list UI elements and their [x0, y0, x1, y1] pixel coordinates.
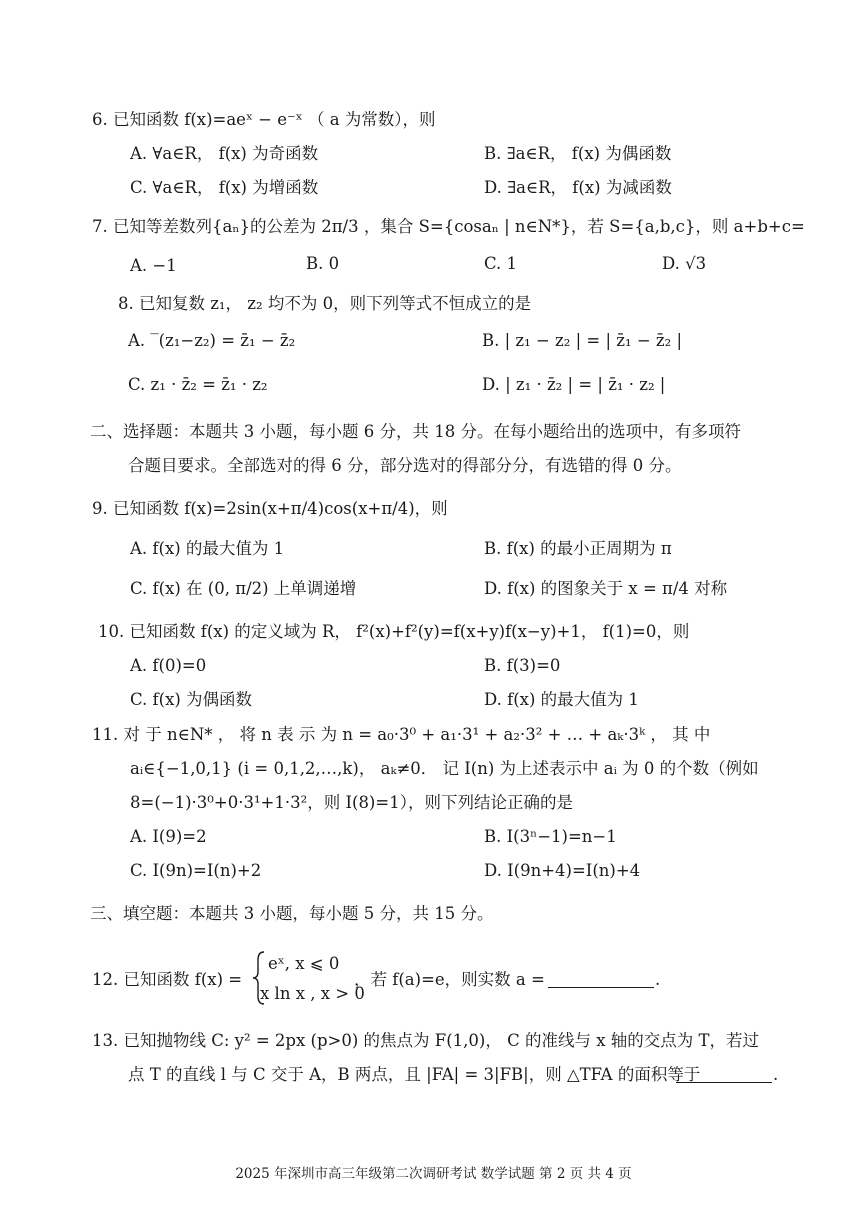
q10-option-a: A. f(0)=0	[130, 656, 207, 675]
q11-line3: 8=(−1)·3⁰+0·3¹+1·3²，则 I(8)=1），则下列结论正确的是	[130, 793, 573, 812]
q7-option-c: C. 1	[484, 254, 518, 273]
q11-option-c: C. I(9n)=I(n)+2	[130, 861, 262, 880]
q7-option-d: D. √3	[662, 254, 707, 273]
q13-end: .	[773, 1065, 779, 1084]
q11-line1: 11. 对 于 n∈N* ， 将 n 表 示 为 n = a₀·3⁰ + a₁·3¹ + a₂·3² + … + aₖ·3ᵏ ， 其 中	[92, 725, 711, 744]
q12-tail: ，若 f(a)=e，则实数 a =	[354, 970, 545, 989]
q8-option-a: A. ‾(z₁−z₂) = z̄₁ − z̄₂	[128, 331, 296, 350]
q6-stem: 6. 已知函数 f(x)=aeˣ − e⁻ˣ （ a 为常数），则	[92, 110, 436, 129]
section-2-line2: 合题目要求。全部选对的得 6 分，部分选对的得部分分，有选错的得 0 分。	[128, 456, 682, 475]
q11-line2: aᵢ∈{−1,0,1} (i = 0,1,2,…,k)， aₖ≠0． 记 I(n) 为上述表示中 aᵢ 为 0 的个数（例如	[130, 759, 759, 778]
q9-option-c: C. f(x) 在 (0, π/2) 上单调递增	[130, 579, 357, 598]
q11-option-a: A. I(9)=2	[130, 827, 207, 846]
q10-option-c: C. f(x) 为偶函数	[130, 690, 253, 709]
q9-option-b: B. f(x) 的最小正周期为 π	[484, 539, 672, 558]
q8-option-d: D. | z₁ · z̄₂ | = | z̄₁ · z₂ |	[482, 375, 666, 394]
page-footer: 2025 年深圳市高三年级第二次调研考试 数学试题 第 2 页 共 4 页	[235, 1166, 632, 1182]
q12-end: .	[655, 970, 661, 989]
q6-option-b: B. ∃a∈R， f(x) 为偶函数	[484, 144, 672, 163]
q10-option-d: D. f(x) 的最大值为 1	[484, 690, 639, 709]
section-2-line1: 二、选择题：本题共 3 小题，每小题 6 分，共 18 分。在每小题给出的选项中，有多项符	[90, 422, 741, 441]
q7-option-a: A. −1	[130, 256, 177, 275]
q12-case-2: x ln x , x > 0	[260, 984, 365, 1003]
q9-option-d: D. f(x) 的图象关于 x = π/4 对称	[484, 579, 728, 598]
q13-answer-blank[interactable]	[676, 1068, 772, 1083]
q11-option-b: B. I(3ⁿ−1)=n−1	[484, 827, 617, 846]
q6-option-d: D. ∃a∈R， f(x) 为减函数	[484, 178, 672, 197]
q8-option-b: B. | z₁ − z₂ | = | z̄₁ − z̄₂ |	[482, 331, 683, 350]
q12-answer-blank[interactable]	[548, 973, 654, 988]
q7-option-b: B. 0	[306, 254, 340, 273]
q12-case-1: eˣ, x ⩽ 0	[268, 954, 340, 973]
q6-option-a: A. ∀a∈R， f(x) 为奇函数	[130, 144, 319, 163]
q10-stem: 10. 已知函数 f(x) 的定义域为 R， f²(x)+f²(y)=f(x+y)f(x−y)+1， f(1)=0，则	[98, 622, 690, 641]
q9-stem: 9. 已知函数 f(x)=2sin(x+π/4)cos(x+π/4)，则	[92, 499, 448, 518]
q11-option-d: D. I(9n+4)=I(n)+4	[484, 861, 641, 880]
q6-option-c: C. ∀a∈R， f(x) 为增函数	[130, 178, 319, 197]
section-3-heading: 三、填空题：本题共 3 小题，每小题 5 分，共 15 分。	[90, 904, 494, 923]
q10-option-b: B. f(3)=0	[484, 656, 561, 675]
q9-option-a: A. f(x) 的最大值为 1	[130, 539, 285, 558]
q8-stem: 8. 已知复数 z₁， z₂ 均不为 0，则下列等式不恒成立的是	[118, 294, 532, 313]
q13-line1: 13. 已知抛物线 C: y² = 2px (p>0) 的焦点为 F(1,0)， C 的准线与 x 轴的交点为 T，若过	[92, 1031, 759, 1050]
q13-line2: 点 T 的直线 l 与 C 交于 A，B 两点，且 |FA| = 3|FB|，则 △TFA 的面积等于	[128, 1065, 701, 1084]
q8-option-c: C. z₁ · z̄₂ = z̄₁ · z₂	[128, 375, 268, 394]
q7-stem: 7. 已知等差数列{aₙ}的公差为 2π/3 ，集合 S={cosaₙ | n∈N*}，若 S={a,b,c}，则 a+b+c=	[92, 217, 805, 236]
q12-label: 12. 已知函数 f(x) =	[92, 970, 243, 989]
